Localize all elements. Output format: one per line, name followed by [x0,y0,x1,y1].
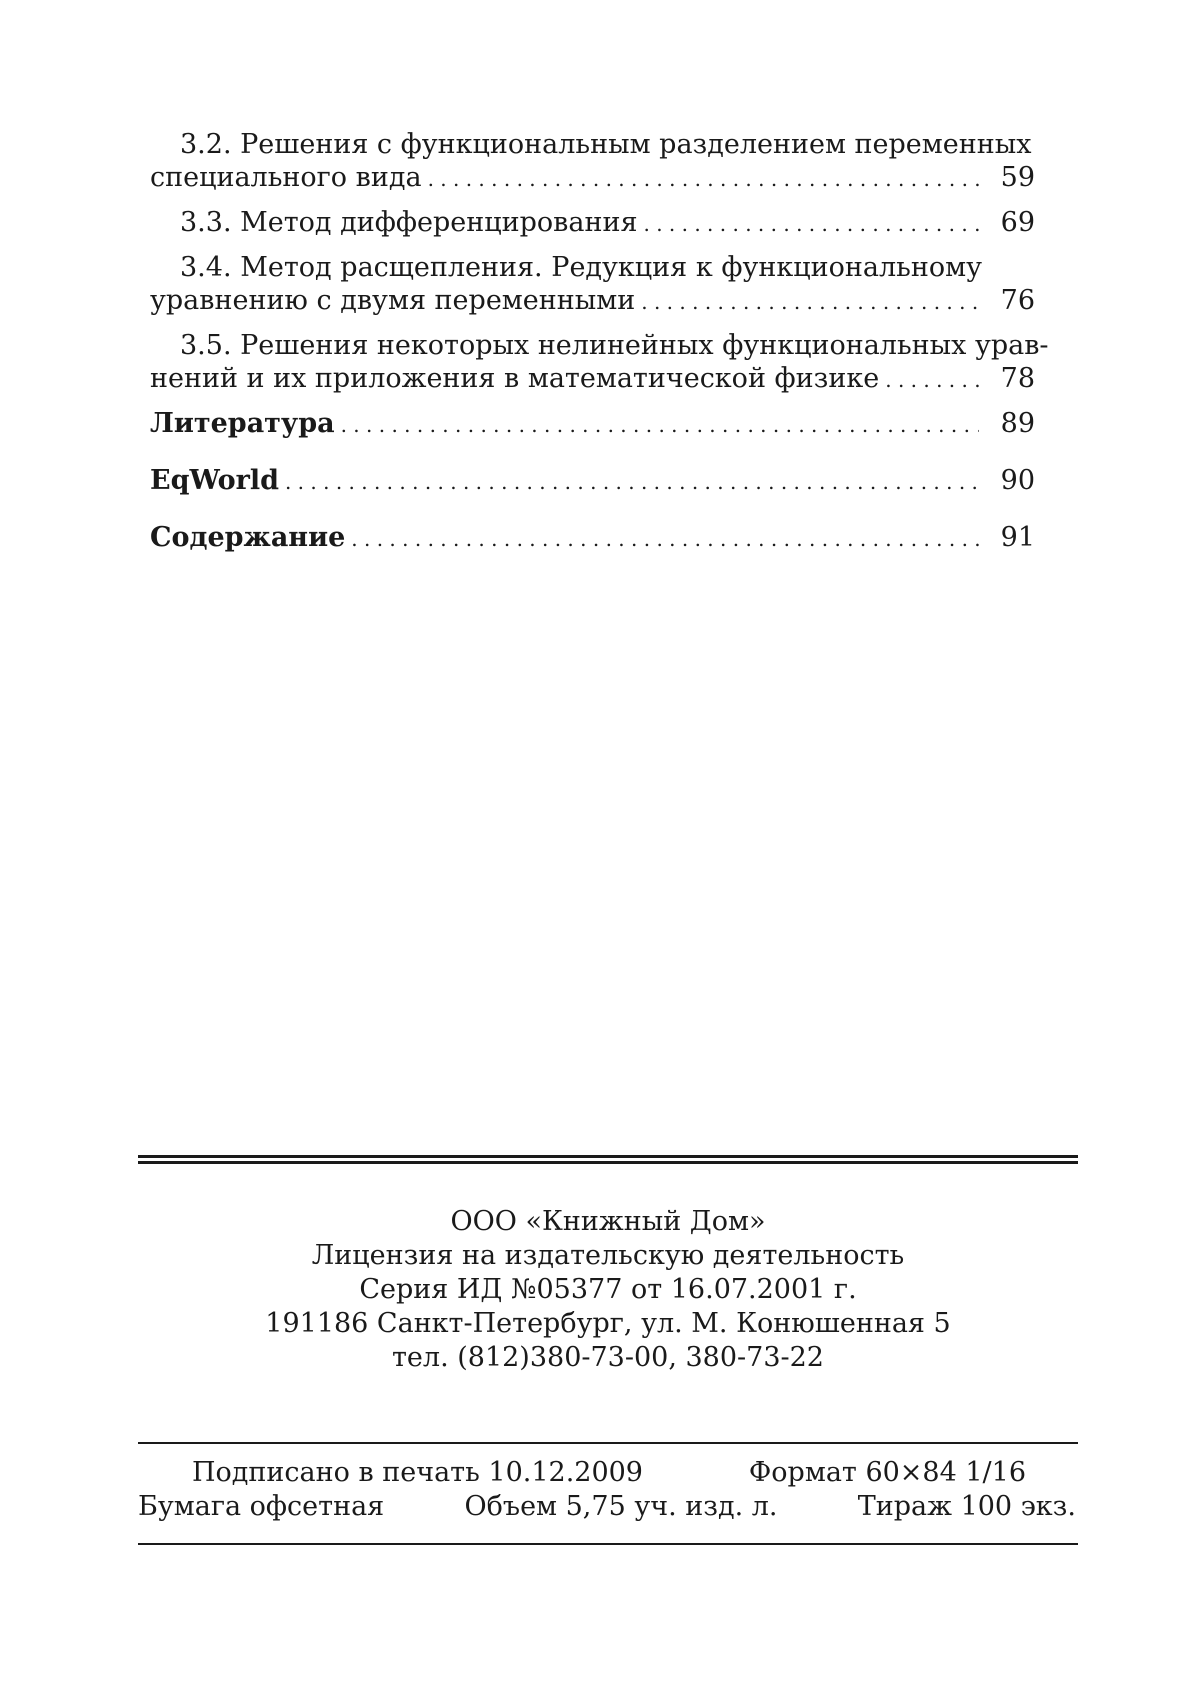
leader-dots [428,161,979,196]
toc-entry-3-5[interactable] [150,329,1049,397]
leader-dots [341,407,979,442]
toc-entry-title-cont: нений и их приложения в математической физике [150,363,880,394]
leader-dots [351,521,979,556]
imprint-print-run: Тираж 100 экз. [857,1491,1076,1522]
toc-page-number: 78 [1000,363,1035,394]
toc-entry-literature[interactable] [150,407,1035,442]
toc-entry-contents[interactable] [150,521,1035,556]
toc-page-number: 76 [1000,285,1035,316]
leader-dots [885,362,979,397]
imprint-format: Формат 60×84 1/16 [748,1457,1026,1488]
toc-entry-3-2[interactable] [150,128,1035,196]
toc-entry-title: 3.4. Метод расщепления. Редукция к функциональному [180,252,982,283]
publisher-block [138,1205,1078,1375]
toc-entry-3-3[interactable] [150,206,1035,241]
toc-page-number: 89 [1000,408,1035,439]
table-of-contents [150,128,1049,556]
toc-page-number: 69 [1000,207,1035,238]
toc-entry-title: 3.3. Метод дифференцирования [180,207,638,238]
toc-entry-eqworld[interactable] [150,464,1035,499]
toc-page-number: 91 [1000,522,1035,553]
publisher-license: Лицензия на издательскую деятельность [311,1240,905,1271]
toc-entry-title: Содержание [150,522,346,553]
imprint-paper: Бумага офсетная [138,1491,385,1522]
leader-dots [643,206,979,241]
toc-page-number: 90 [1000,465,1035,496]
publisher-address: 191186 Санкт-Петербург, ул. М. Конюшенная 5 [265,1308,951,1339]
divider-bottom [138,1543,1078,1545]
divider-top [138,1442,1078,1444]
imprint-block [138,1456,1078,1524]
toc-entry-title: Литература [150,408,335,439]
toc-entry-3-4[interactable] [150,251,1035,319]
toc-entry-title-cont: специального вида [150,162,422,193]
imprint-volume: Объем 5,75 уч. изд. л. [464,1491,778,1522]
publisher-phone: тел. (812)380-73-00, 380-73-22 [392,1342,824,1373]
leader-dots [641,284,979,319]
publisher-series: Серия ИД №05377 от 16.07.2001 г. [359,1274,857,1305]
imprint-signed: Подписано в печать 10.12.2009 [192,1457,643,1488]
toc-entry-title-cont: уравнению с двумя переменными [150,285,636,316]
double-divider [138,1155,1078,1164]
publisher-name: ООО «Книжный Дом» [450,1206,766,1237]
toc-entry-title: 3.5. Решения некоторых нелинейных функциональных урав- [180,330,1049,361]
toc-entry-title: 3.2. Решения с функциональным разделением переменных [180,129,1032,160]
toc-page-number: 59 [1000,162,1035,193]
toc-entry-title: EqWorld [150,465,279,496]
leader-dots [285,464,979,499]
